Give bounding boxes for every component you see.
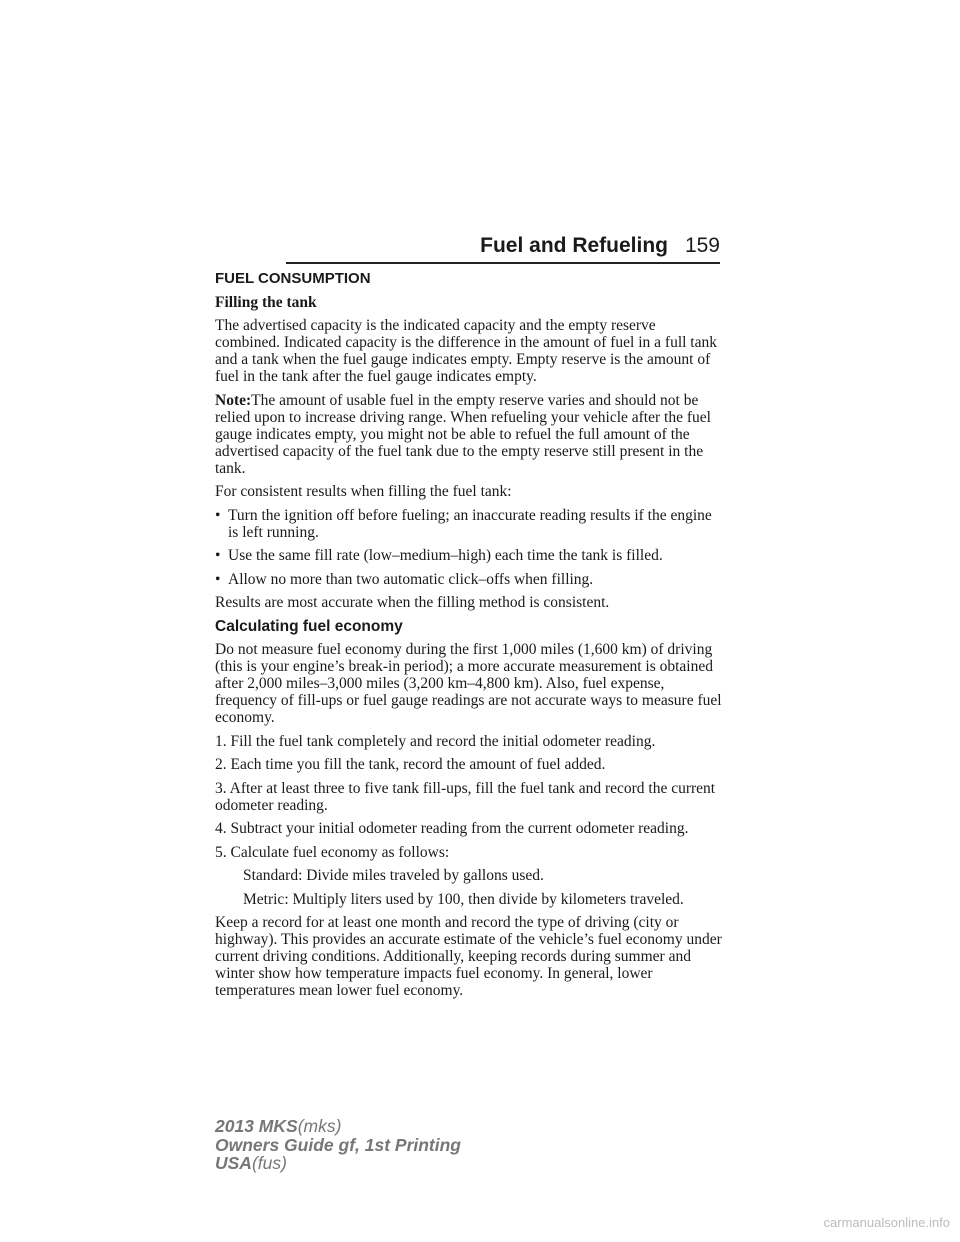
filling-tips-list xyxy=(215,507,723,588)
subheading-calculating-fuel-economy: Calculating fuel economy xyxy=(215,617,403,635)
page-number: 159 xyxy=(684,234,720,257)
page-header xyxy=(286,228,720,264)
page-body xyxy=(215,270,723,1006)
site-watermark: carmanualsonline.info xyxy=(823,1215,950,1230)
list-item: • Use the same fill rate (low–medium–high) each time the tank is filled. xyxy=(215,547,723,564)
footer-model: 2013 MKS xyxy=(215,1116,298,1136)
paragraph-measure: Do not measure fuel economy during the first 1,000 miles (1,600 km) of driving (this is your engine’s break-in period); a more accurate measurement is obtained after 2,000 miles–3,000 miles (3,200 km–4,800 km). Also, fuel expense, frequency of fill-ups or fuel gauge readings are not accurate ways to measure fuel economy. xyxy=(215,641,722,726)
header-rule xyxy=(286,262,720,264)
document-footer xyxy=(215,1117,461,1173)
step-2: 2. Each time you fill the tank, record the amount of fuel added. xyxy=(215,756,606,773)
heading-fuel-consumption: FUEL CONSUMPTION xyxy=(215,270,371,287)
consistent-results-intro: For consistent results when filling the fuel tank: xyxy=(215,483,512,500)
step-4: 4. Subtract your initial odometer reading from the current odometer reading. xyxy=(215,820,689,837)
step-1: 1. Fill the fuel tank completely and record the initial odometer reading. xyxy=(215,732,656,750)
footer-region-code: (fus) xyxy=(251,1153,287,1173)
step-3: 3. After at least three to five tank fill-ups, fill the fuel tank and record the current odometer reading. xyxy=(215,779,716,814)
list-item: • Turn the ignition off before fueling; an inaccurate reading results if the engine is left running. xyxy=(215,507,723,541)
footer-region: USA xyxy=(215,1153,252,1173)
section-title: Fuel and Refueling xyxy=(480,234,668,257)
subheading-filling-tank: Filling the tank xyxy=(215,293,317,311)
footer-line-1 xyxy=(215,1117,461,1136)
footer-model-code: (mks) xyxy=(297,1116,342,1136)
note-label: Note: xyxy=(215,391,252,409)
step-5: 5. Calculate fuel economy as follows: xyxy=(215,843,450,861)
note-text: The amount of usable fuel in the empty reserve varies and should not be relied upon to increase driving range. When refueling your vehicle after the fuel gauge indicates empty, you might not be able to refuel the full amount of the advertised capacity of the fuel tank due to the empty reserve still present in the tank. xyxy=(215,391,711,477)
results-paragraph: Results are most accurate when the filling method is consistent. xyxy=(215,594,610,611)
list-item: • Allow no more than two automatic click–offs when filling. xyxy=(215,571,723,588)
footer-line-3 xyxy=(215,1154,461,1173)
standard-method: Standard: Divide miles traveled by gallons used. xyxy=(243,867,544,884)
metric-method: Metric: Multiply liters used by 100, then divide by kilometers traveled. xyxy=(243,890,684,908)
paragraph-capacity: The advertised capacity is the indicated capacity and the empty reserve combined. Indicated capacity is the difference in the amount of fuel in a full tank and a tank when the fuel gauge indicates empty. Empty reserve is the amount of fuel in the tank after the fuel gauge indicates empty. xyxy=(215,317,717,385)
footer-line-2: Owners Guide gf, 1st Printing xyxy=(215,1134,461,1155)
paragraph-record: Keep a record for at least one month and record the type of driving (city or highway). This provides an accurate estimate of the vehicle’s fuel economy under current driving conditions. Additionally, keeping records during summer and winter show how temperature impacts fuel economy. In general, lower temperatures mean lower fuel economy. xyxy=(215,914,722,999)
note-paragraph xyxy=(215,392,723,477)
